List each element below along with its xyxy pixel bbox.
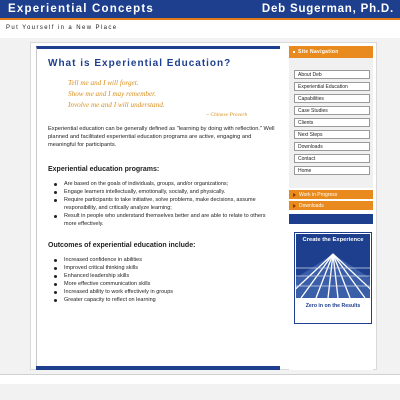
list-item: Improved critical thinking skills [48, 264, 268, 272]
promo-subtitle: Zero in on the Results [305, 303, 361, 309]
outcomes-list [48, 256, 268, 304]
list-item: Engage learners intellectually, emotionally, socially, and physically. [48, 188, 268, 196]
quote-line: Show me and I may remember. [68, 90, 156, 98]
list-item: Greater capacity to reflect on learning [48, 296, 268, 304]
list-item: Increased ability to work effectively in groups [48, 288, 268, 296]
quote-source: ~ Chinese Proverb [206, 112, 248, 118]
list-item: Are based on the goals of individuals, groups, and/or organizations; [48, 180, 268, 188]
downloads-toggle[interactable] [289, 201, 373, 211]
list-item: Result in people who understand themselves better and are able to relate to others more effectively. [48, 212, 268, 228]
list-item: More effective communication skills [48, 280, 268, 288]
nav-item-case-studies[interactable]: Case Studies [294, 106, 370, 115]
programs-heading: Experiential education programs: [48, 166, 160, 173]
site-title[interactable]: Experiential Concepts [8, 3, 154, 15]
intro-paragraph: Experiential education can be generally defined as "learning by doing with reflection." Well planned and facilitated experiential education programs are active, engaging and meaningful for participants. [48, 126, 275, 148]
site-navigation-heading: Site Navigation [289, 46, 373, 58]
nav-item-downloads[interactable]: Downloads [294, 142, 370, 151]
promo-title: Create the Experience [302, 237, 364, 243]
list-item: Require participants to take initiative, solve problems, make decisions, assume responsibility, and critically analyze learning; [48, 196, 268, 212]
promo-image [296, 234, 370, 298]
nav-item-contact[interactable]: Contact [294, 154, 370, 163]
nav-item-next-steps[interactable]: Next Steps [294, 130, 370, 139]
programs-list [48, 180, 268, 228]
page-title: What is Experiential Education? [48, 58, 232, 69]
quote-line: Involve me and I will understand. [68, 101, 165, 109]
triangle-right-icon [293, 193, 296, 197]
top-banner [0, 0, 400, 20]
toggle-label: Downloads [299, 203, 324, 209]
author-name: Deb Sugerman, Ph.D. [261, 3, 394, 15]
nav-item-home[interactable]: Home [294, 166, 370, 175]
perspective-lines-image [296, 234, 370, 298]
proverb-quote [68, 78, 268, 111]
nav-item-experiential-education[interactable]: Experiential Education [294, 82, 370, 91]
nav-item-capabilities[interactable]: Capabilities [294, 94, 370, 103]
tagline: Put Yourself in a New Place [6, 25, 118, 31]
triangle-right-icon [293, 204, 296, 208]
list-item: Enhanced leadership skills [48, 272, 268, 280]
nav-item-about-deb[interactable]: About Deb [294, 70, 370, 79]
work-in-progress-toggle[interactable] [289, 190, 373, 200]
list-item: Increased confidence in abilities [48, 256, 268, 264]
outcomes-heading: Outcomes of experiential education include: [48, 242, 196, 249]
sidebar-divider [289, 214, 373, 224]
nav-item-clients[interactable]: Clients [294, 118, 370, 127]
toggle-label: Work in Progress [299, 192, 338, 198]
content-footer-bar [36, 366, 280, 370]
quote-line: Tell me and I will forget. [68, 79, 139, 87]
page-footer [0, 374, 400, 384]
